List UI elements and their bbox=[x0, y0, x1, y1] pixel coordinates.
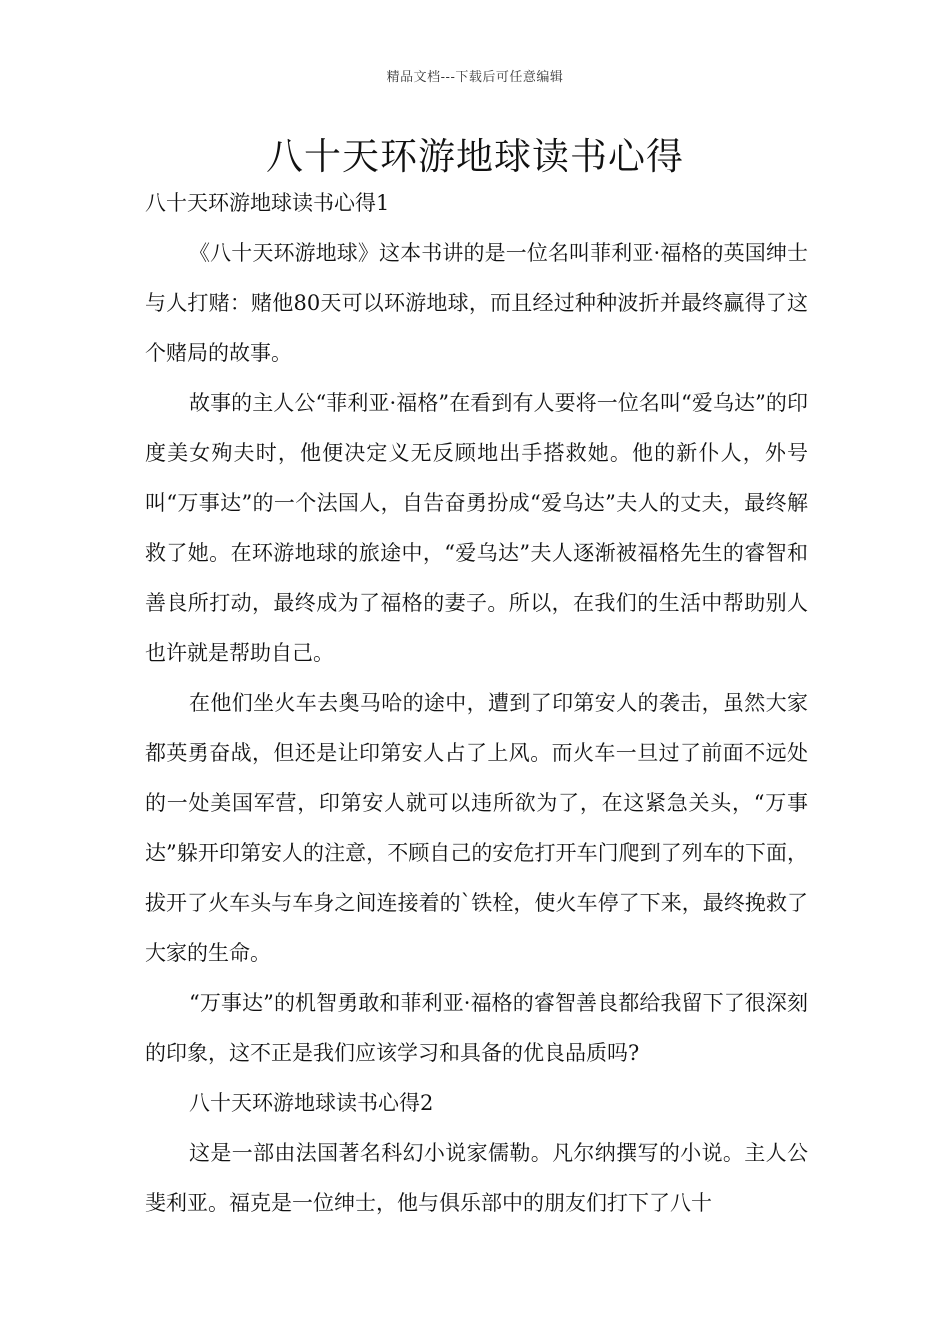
paragraph: 这是一部由法国著名科幻小说家儒勒。凡尔纳撰写的小说。主人公斐利亚。福克是一位绅士，他与俱乐部中的朋友们打下了八十 bbox=[145, 1141, 808, 1215]
page-header: 精品文档---下载后可任意编辑 bbox=[386, 70, 564, 85]
paragraph: 在他们坐火车去奥马哈的途中，遭到了印第安人的袭击，虽然大家都英勇奋战，但还是让印第安人占了上风。而火车一旦过了前面不远处的一处美国军营，印第安人就可以违所欲为了，在这紧急关头，“万事达”躲开印第安人的注意，不顾自己的安危打开车门爬到了列车的下面，拔开了火车头与车身之间连接着的`铁栓，使火车停了下来，最终挽救了大家的生命。 bbox=[145, 691, 808, 965]
paragraph: 故事的主人公“菲利亚·福格”在看到有人要将一位名叫“爱乌达”的印度美女殉夫时，他便决定义无反顾地出手搭救她。他的新仆人，外号叫“万事达”的一个法国人，自告奋勇扮成“爱乌达”夫人的丈夫，最终解救了她。在环游地球的旅途中，“爱乌达”夫人逐渐被福格先生的睿智和善良所打动，最终成为了福格的妻子。所以，在我们的生活中帮助别人也许就是帮助自己。 bbox=[145, 391, 808, 665]
document-body bbox=[145, 178, 808, 1228]
section-heading-2: 八十天环游地球读书心得2 bbox=[189, 1091, 434, 1115]
paragraph: 《八十天环游地球》这本书讲的是一位名叫菲利亚·福格的英国绅士与人打赌：赌他80天可以环游地球，而且经过种种波折并最终赢得了这个赌局的故事。 bbox=[145, 241, 808, 365]
section-heading-1: 八十天环游地球读书心得1 bbox=[145, 191, 390, 215]
paragraph: “万事达”的机智勇敢和菲利亚·福格的睿智善良都给我留下了很深刻的印象，这不正是我们应该学习和具备的优良品质吗? bbox=[145, 991, 808, 1065]
document-title: 八十天环游地球读书心得 bbox=[266, 135, 684, 178]
